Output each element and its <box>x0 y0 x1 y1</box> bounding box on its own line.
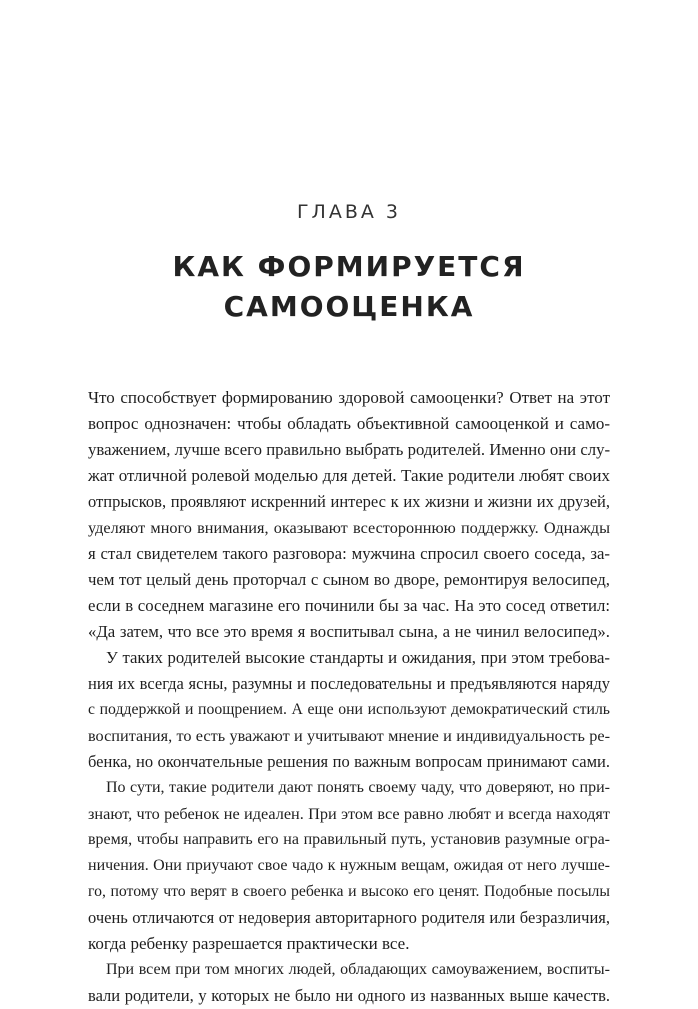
chapter-title-line: САМООЦЕНКА <box>223 290 475 323</box>
text-line: уделяют много внимания, оказывают всестороннюю поддержку. Однажды <box>88 519 610 537</box>
body-text <box>88 385 610 1009</box>
text-line: При всем при том многих людей, обладающих самоуважением, воспиты- <box>106 961 610 978</box>
chapter-label: ГЛАВА 3 <box>296 201 402 223</box>
text-line: ничения. Они приучают свое чадо к нужным вещам, ожидая от него лучше- <box>88 857 610 874</box>
text-line: вопрос однозначен: чтобы обладать объективной самооценкой и само- <box>88 414 610 433</box>
text-line: бенка, но окончательные решения по важным вопросам принимают сами. <box>88 752 610 771</box>
text-line: время, чтобы направить его на правильный путь, установив разумные огра- <box>88 831 610 848</box>
text-line: ния их всегда ясны, разумны и последовательны и предъявляются наряду <box>88 674 610 693</box>
text-line: когда ребенку разрешается практически все. <box>88 934 410 953</box>
text-line: знают, что ребенок не идеален. При этом все равно любят и всегда находят <box>88 805 610 823</box>
text-line: отпрысков, проявляют искренний интерес к их жизни и жизни их друзей, <box>88 492 610 511</box>
chapter-title-line: КАК ФОРМИРУЕТСЯ <box>172 250 526 283</box>
paragraph <box>88 957 610 1009</box>
text-line: го, потому что верят в своего ребенка и высоко его ценят. Подобные посылы <box>88 883 610 900</box>
paragraph <box>88 775 610 957</box>
text-line: если в соседнем магазине его починили бы за час. На это сосед ответил: <box>88 596 610 615</box>
text-line: жат отличной ролевой моделью для детей. Такие родители любят своих <box>88 466 610 485</box>
text-line: У таких родителей высокие стандарты и ожидания, при этом требова- <box>106 648 610 667</box>
text-line: уважением, лучше всего правильно выбрать родителей. Именно они слу- <box>88 440 611 459</box>
text-line: По сути, такие родители дают понять своему чаду, что доверяют, но при- <box>106 779 610 796</box>
text-line: «Да затем, что все это время я воспитывал сына, а не чинил велосипед». <box>88 622 610 641</box>
text-line: очень отличаются от недоверия авторитарного родителя или безразличия, <box>88 908 610 927</box>
text-line: воспитания, то есть уважают и учитывают мнение и индивидуальность ре- <box>88 727 610 745</box>
paragraph <box>88 385 610 645</box>
paragraph <box>88 645 610 775</box>
text-line: с поддержкой и поощрением. А еще они используют демократический стиль <box>88 701 610 718</box>
text-line: я стал свидетелем такого разговора: мужчина спросил своего соседа, за- <box>88 544 610 563</box>
text-line: чем тот целый день проторчал с сыном во дворе, ремонтируя велосипед, <box>88 570 610 589</box>
text-line: Что способствует формированию здоровой самооценки? Ответ на этот <box>88 388 610 407</box>
chapter-title <box>0 247 698 327</box>
text-line: вали родители, у которых не было ни одного из названных выше качеств. <box>88 986 610 1005</box>
